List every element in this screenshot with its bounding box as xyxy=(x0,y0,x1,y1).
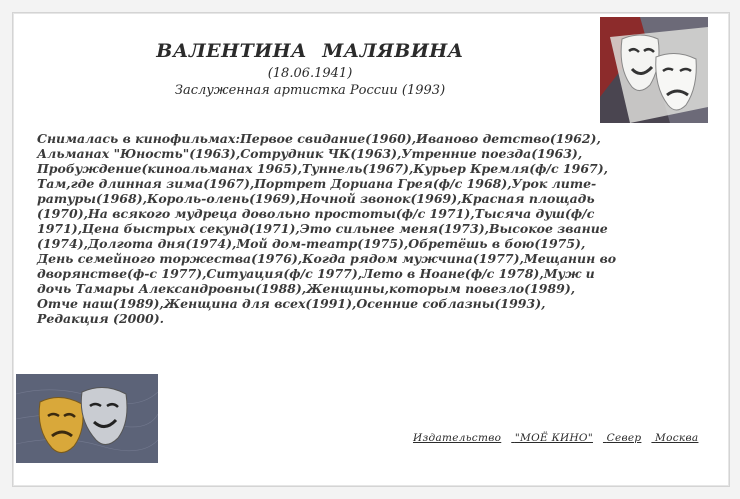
filmography-text xyxy=(37,131,617,326)
filmography-line: 1971),Цена быстрых секунд(1971),Это сильнее меня(1973),Высокое звание xyxy=(37,221,608,236)
publisher-region: Север xyxy=(606,432,642,444)
filmography-line: Отче наш(1989),Женщина для всех(1991),Осенние соблазны(1993), xyxy=(37,296,546,311)
honor-title: Заслуженная артистка России (1993) xyxy=(174,83,446,98)
filmography-line: День семейного торжества(1976),Когда рядом мужчина(1977),Мещанин во xyxy=(37,251,617,266)
filmography-line: ратуры(1968),Король-олень(1969),Ночной звонок(1969),Красная площадь xyxy=(37,191,595,206)
theater-masks-icon xyxy=(600,17,708,123)
filmography-line: (1970),На всякого мудреца довольно простоты(ф/с 1971),Тысяча душ(ф/с xyxy=(37,206,595,221)
filmography-line: Там,где длинная зима(1967),Портрет Дориана Грея(ф/с 1968),Урок лите- xyxy=(37,176,597,191)
birth-date: (18.06.1941) xyxy=(267,66,353,81)
filmography-line: Снималась в кинофильмах:Первое свидание(1960),Иваново детство(1962), xyxy=(37,131,601,146)
publisher-city: Москва xyxy=(655,432,699,444)
actress-name: ВАЛЕНТИНА МАЛЯВИНА xyxy=(156,40,464,62)
filmography-line: дворянстве(ф-с 1977),Ситуация(ф/с 1977),Лето в Ноане(ф/с 1978),Муж и xyxy=(37,266,595,281)
filmography-line: Пробуждение(киноальманах 1965),Туннель(1967),Курьер Кремля(ф/с 1967), xyxy=(37,161,608,176)
filmography-line: (1974),Долгота дня(1974),Мой дом-театр(1975),Обретёшь в бою(1975), xyxy=(37,236,586,251)
filmography-line: Альманах "Юность"(1963),Сотрудник ЧК(1963),Утренние поезда(1963), xyxy=(37,146,583,161)
theater-masks-icon xyxy=(16,374,158,463)
publisher-label: Издательство xyxy=(413,432,502,444)
filmography-line: дочь Тамары Александровны(1988),Женщины,которым повезло(1989), xyxy=(37,281,576,296)
publisher-brand: "МОЁ КИНО" xyxy=(514,432,593,444)
filmography-line: Редакция (2000). xyxy=(37,311,165,326)
publisher-imprint xyxy=(413,432,708,444)
